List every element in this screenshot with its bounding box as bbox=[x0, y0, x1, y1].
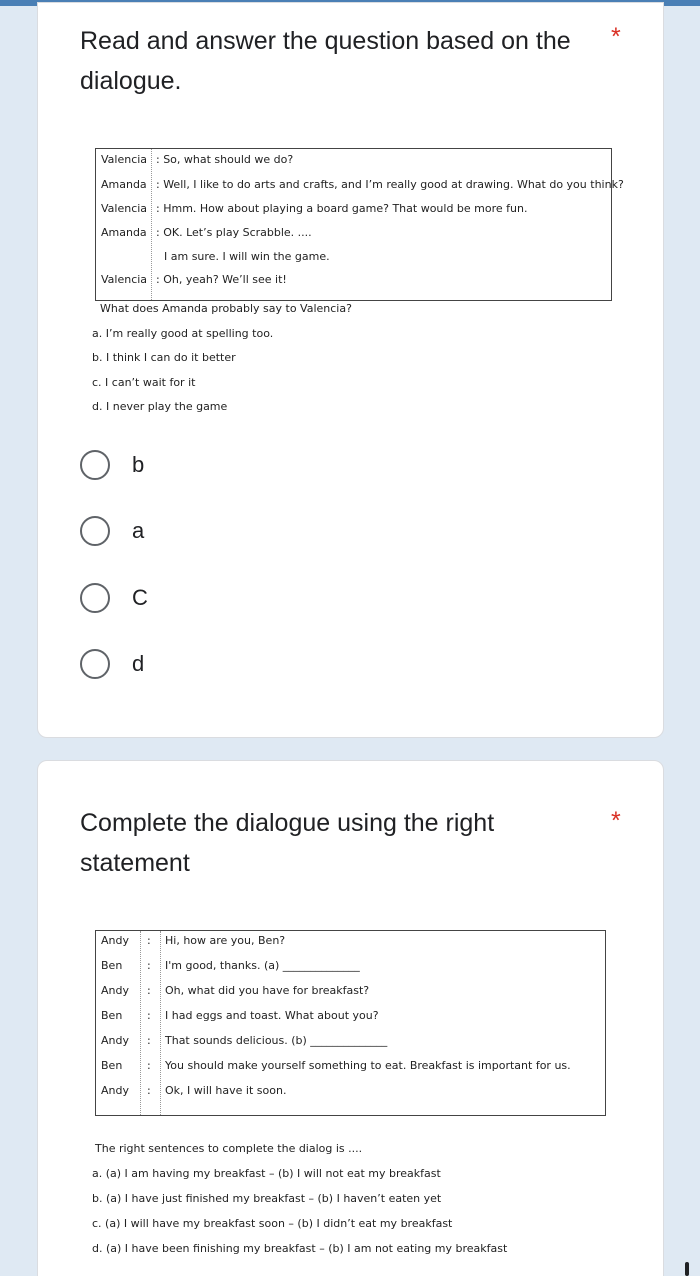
radio-option-b[interactable] bbox=[80, 450, 280, 484]
dialog-line: : So, what should we do? bbox=[156, 153, 294, 166]
radio-button[interactable] bbox=[80, 583, 110, 613]
option-text-b: b. I think I can do it better bbox=[92, 351, 236, 364]
radio-option-d[interactable] bbox=[80, 649, 280, 683]
dialog-line: : OK. Let’s play Scrabble. .... bbox=[156, 226, 312, 239]
question-2-title-line2: statement bbox=[80, 849, 190, 877]
radio-label: C bbox=[132, 585, 148, 610]
dialog-line: : Well, I like to do arts and crafts, and I’m really good at drawing. What do you think? bbox=[156, 178, 624, 191]
dialog-colon: : bbox=[147, 984, 151, 997]
dialog-line: Ok, I will have it soon. bbox=[165, 1084, 287, 1097]
dialog-speaker: Amanda bbox=[101, 178, 147, 191]
dialog-line: I had eggs and toast. What about you? bbox=[165, 1009, 379, 1022]
dialog-speaker: Ben bbox=[101, 1009, 123, 1022]
dialog-speaker: Andy bbox=[101, 934, 129, 947]
dialog-speaker: Valencia bbox=[101, 202, 148, 215]
dialog-colon: : bbox=[147, 1084, 151, 1097]
required-asterisk: * bbox=[611, 23, 621, 51]
dialog-line: I am sure. I will win the game. bbox=[164, 250, 330, 263]
dialog-speaker: Ben bbox=[101, 959, 123, 972]
radio-label: d bbox=[132, 651, 145, 676]
dialog-line: That sounds delicious. (b) ______________ bbox=[165, 1034, 388, 1047]
dialog-divider bbox=[151, 149, 152, 300]
required-asterisk: * bbox=[611, 807, 621, 835]
question-card-2 bbox=[37, 760, 664, 1276]
dialog-line: Oh, what did you have for breakfast? bbox=[165, 984, 370, 997]
dialog-line: I'm good, thanks. (a) ______________ bbox=[165, 959, 360, 972]
option-text-d: d. I never play the game bbox=[92, 400, 228, 413]
dialog-speaker: Andy bbox=[101, 1034, 129, 1047]
dialog-divider bbox=[160, 931, 161, 1115]
scrollbar-thumb[interactable] bbox=[685, 1262, 689, 1276]
dialog-speaker: Andy bbox=[101, 1084, 129, 1097]
radio-button[interactable] bbox=[80, 649, 110, 679]
dialog-colon: : bbox=[147, 1059, 151, 1072]
dialog-speaker: Andy bbox=[101, 984, 129, 997]
option-text-c: c. I can’t wait for it bbox=[92, 376, 196, 389]
radio-label: b bbox=[132, 452, 145, 477]
radio-option-c[interactable] bbox=[80, 583, 280, 617]
question-2-title-line1: Complete the dialogue using the right bbox=[80, 809, 495, 837]
dialog-box-1 bbox=[95, 148, 624, 301]
radio-label: a bbox=[132, 518, 145, 543]
radio-button[interactable] bbox=[80, 516, 110, 546]
dialog-line: : Hmm. How about playing a board game? That would be more fun. bbox=[156, 202, 528, 215]
question-1-title-line1: Read and answer the question based on the bbox=[80, 27, 571, 55]
option-text-b: b. (a) I have just finished my breakfast – (b) I haven’t eaten yet bbox=[92, 1192, 442, 1205]
dialog-speaker: Amanda bbox=[101, 226, 147, 239]
option-text-c: c. (a) I will have my breakfast soon – (b) I didn’t eat my breakfast bbox=[92, 1217, 453, 1230]
dialog-speaker: Ben bbox=[101, 1059, 123, 1072]
dialog-divider bbox=[140, 931, 141, 1115]
dialog-colon: : bbox=[147, 1034, 151, 1047]
option-text-d: d. (a) I have been finishing my breakfast – (b) I am not eating my breakfast bbox=[92, 1242, 508, 1255]
question-1-prompt: What does Amanda probably say to Valencia? bbox=[100, 302, 352, 315]
dialog-speaker: Valencia bbox=[101, 273, 148, 286]
dialog-box-2 bbox=[95, 930, 606, 1116]
dialog-colon: : bbox=[147, 959, 151, 972]
question-card-1 bbox=[37, 2, 664, 738]
option-text-a: a. (a) I am having my breakfast – (b) I will not eat my breakfast bbox=[92, 1167, 441, 1180]
option-text-a: a. I’m really good at spelling too. bbox=[92, 327, 274, 340]
dialog-colon: : bbox=[147, 934, 151, 947]
dialog-line: Hi, how are you, Ben? bbox=[165, 934, 286, 947]
radio-option-a[interactable] bbox=[80, 516, 280, 550]
question-1-title-line2: dialogue. bbox=[80, 67, 182, 95]
radio-button[interactable] bbox=[80, 450, 110, 480]
dialog-speaker: Valencia bbox=[101, 153, 148, 166]
dialog-colon: : bbox=[147, 1009, 151, 1022]
dialog-line: : Oh, yeah? We’ll see it! bbox=[156, 273, 287, 286]
dialog-line: You should make yourself something to eat. Breakfast is important for us. bbox=[165, 1059, 571, 1072]
question-2-prompt: The right sentences to complete the dialog is .... bbox=[95, 1142, 363, 1155]
